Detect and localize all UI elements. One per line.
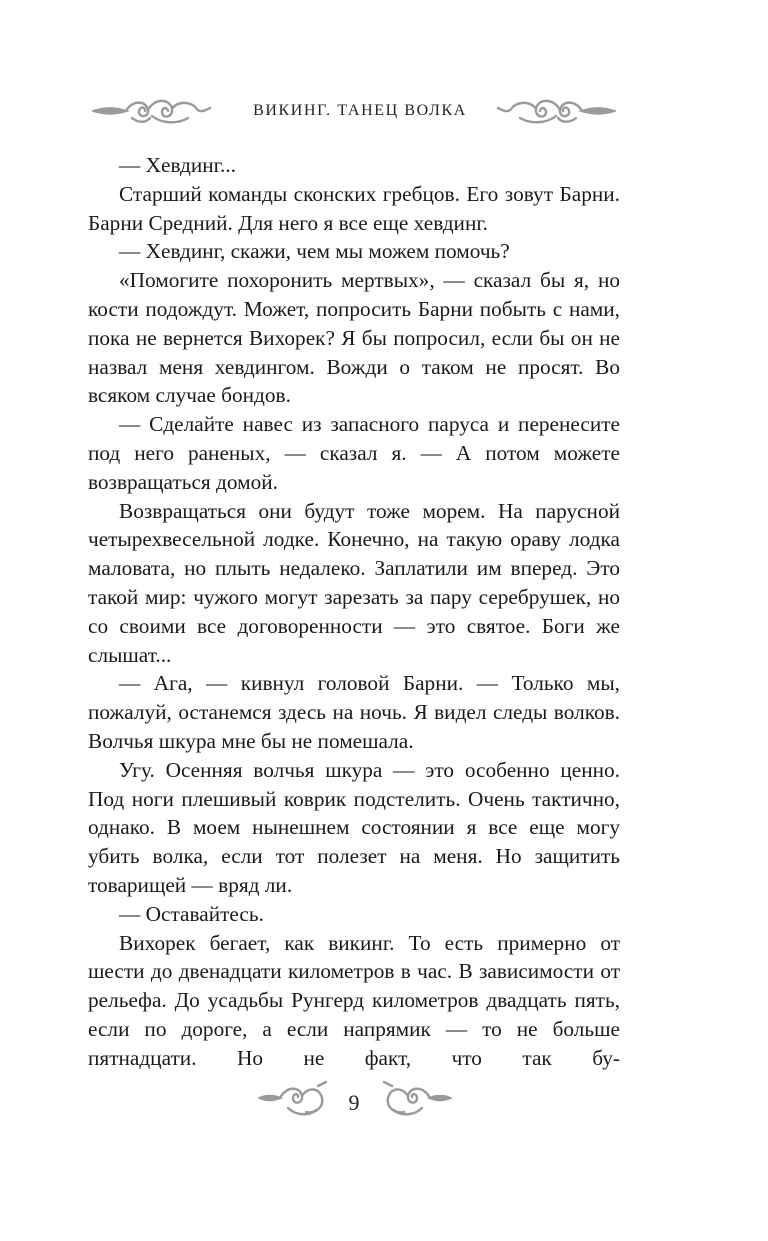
body-text [88, 151, 620, 1073]
paragraph: — Сделайте навес из запасного паруса и перенесите под него раненых, — сказал я. — А потом можете возвращаться домой. [88, 412, 620, 494]
running-title: ВИКИНГ. ТАНЕЦ ВОЛКА [253, 102, 467, 119]
page-number: 9 [348, 1090, 360, 1115]
page-header [0, 96, 768, 130]
paragraph: «Помогите похоронить мертвых», — сказал бы я, но кости подождут. Может, попросить Барни побыть с нами, пока не вернется Вихорек? Я бы попросил, если бы он не назвал меня хевдингом. Вожди о таком не просят. Во всяком случае бондов. [88, 268, 620, 408]
paragraph: Вихорек бегает, как викинг. То есть примерно от шести до двенадцати километров в час. В зависимости от рельефа. До усадьбы Рунгерд километров двадцать пять, если по дороге, а если напрямик — то не больше пятнадцати. Но не факт, что так бу- [88, 930, 620, 1070]
paragraph: — Ага, — кивнул головой Барни. — Только мы, пожалуй, останемся здесь на ночь. Я видел следы волков. Волчья шкура мне бы не помешала. [88, 671, 620, 753]
page-footer [0, 1080, 768, 1120]
paragraph: — Хевдинг... [119, 153, 236, 177]
paragraph: Старший команды сконских гребцов. Его зовут Барни. Барни Средний. Для него я все еще хевдинг. [88, 181, 620, 235]
paragraph: — Оставайтесь. [119, 901, 264, 926]
flourish-ornament-icon [92, 96, 212, 126]
paragraph: Возвращаться они будут тоже морем. На парусной четырехвесельной лодке. Конечно, на такую ораву лодка маловата, но плыть недалеко. Заплатили им вперед. Это такой мир: чужого могут зарезать за пару серебрушек, но со своими все договоренности — это святое. Боги же слышат... [88, 498, 620, 667]
flourish-ornament-icon [380, 1080, 452, 1120]
paragraph: Угу. Осенняя волчья шкура — это особенно ценно. Под ноги плешивый коврик подстелить. Очень тактично, однако. В моем нынешнем состоянии я все еще могу убить волка, если тот полезет на меня. Но защитить товарищей — вряд ли. [88, 757, 620, 897]
flourish-ornament-icon [496, 96, 616, 126]
paragraph: — Хевдинг, скажи, чем мы можем помочь? [119, 239, 510, 264]
flourish-ornament-icon [258, 1080, 330, 1120]
